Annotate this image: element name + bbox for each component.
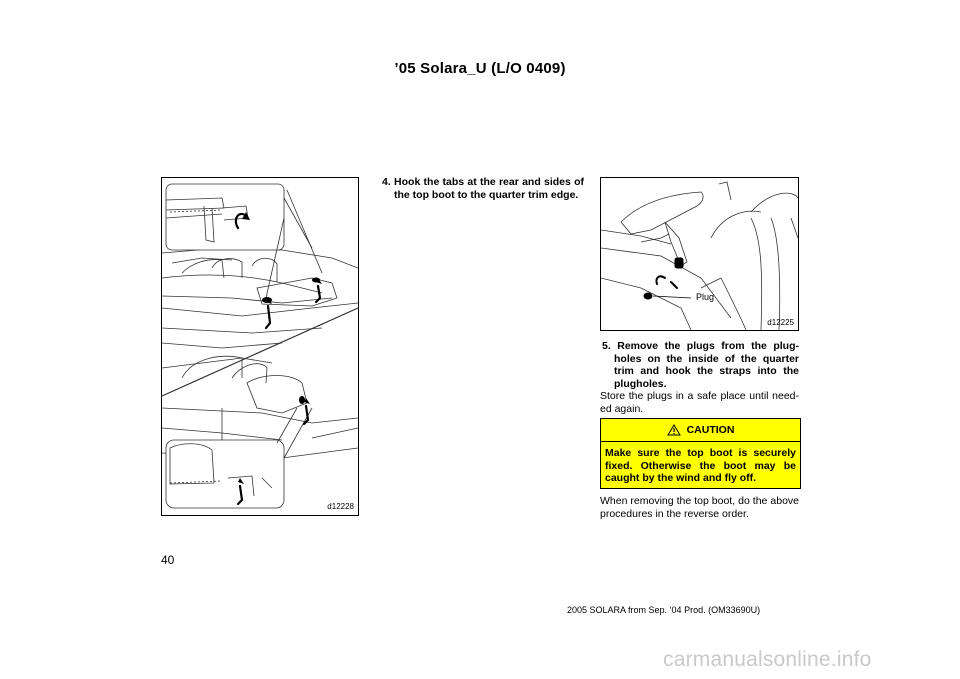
warning-triangle-icon [667, 424, 681, 436]
step-5-number: 5. [602, 340, 611, 352]
figure-id-d12228: d12228 [327, 502, 354, 511]
reverse-order-note: When removing the top boot, do the above procedures in the reverse order. [600, 495, 799, 520]
step-4-text: Hook the tabs at the rear and sides of the top boot to the quarter trim edge. [394, 176, 585, 201]
plug-callout-label: Plug [696, 292, 715, 302]
figure-id-d12225: d12225 [767, 318, 794, 327]
caution-header [601, 419, 800, 442]
step-4 [382, 176, 584, 201]
document-footer: 2005 SOLARA from Sep. ’04 Prod. (OM33690U) [567, 605, 761, 615]
car-rear-tabs-illustration [162, 178, 358, 515]
step-4-number: 4. [382, 176, 391, 188]
store-plugs-note: Store the plugs in a safe place until need-ed again. [600, 390, 799, 415]
quarter-trim-plug-illustration [601, 178, 798, 330]
website-watermark: carmanualsonline.info [663, 648, 872, 671]
page-number: 40 [161, 553, 175, 567]
caution-box [600, 418, 801, 489]
caution-title: CAUTION [686, 424, 735, 436]
step-5 [602, 340, 799, 390]
caution-text: Make sure the top boot is securely fixed. Otherwise the boot may be caught by the wind and fly off. [605, 447, 796, 484]
illustration-plug-holes [600, 177, 799, 331]
document-header-title: ’05 Solara_U (L/O 0409) [394, 60, 566, 77]
step-5-text: Remove the plugs from the plug-holes on the inside of the quarter trim and hook the straps into the plugholes. [614, 340, 799, 390]
illustration-top-boot-tabs [161, 177, 359, 516]
